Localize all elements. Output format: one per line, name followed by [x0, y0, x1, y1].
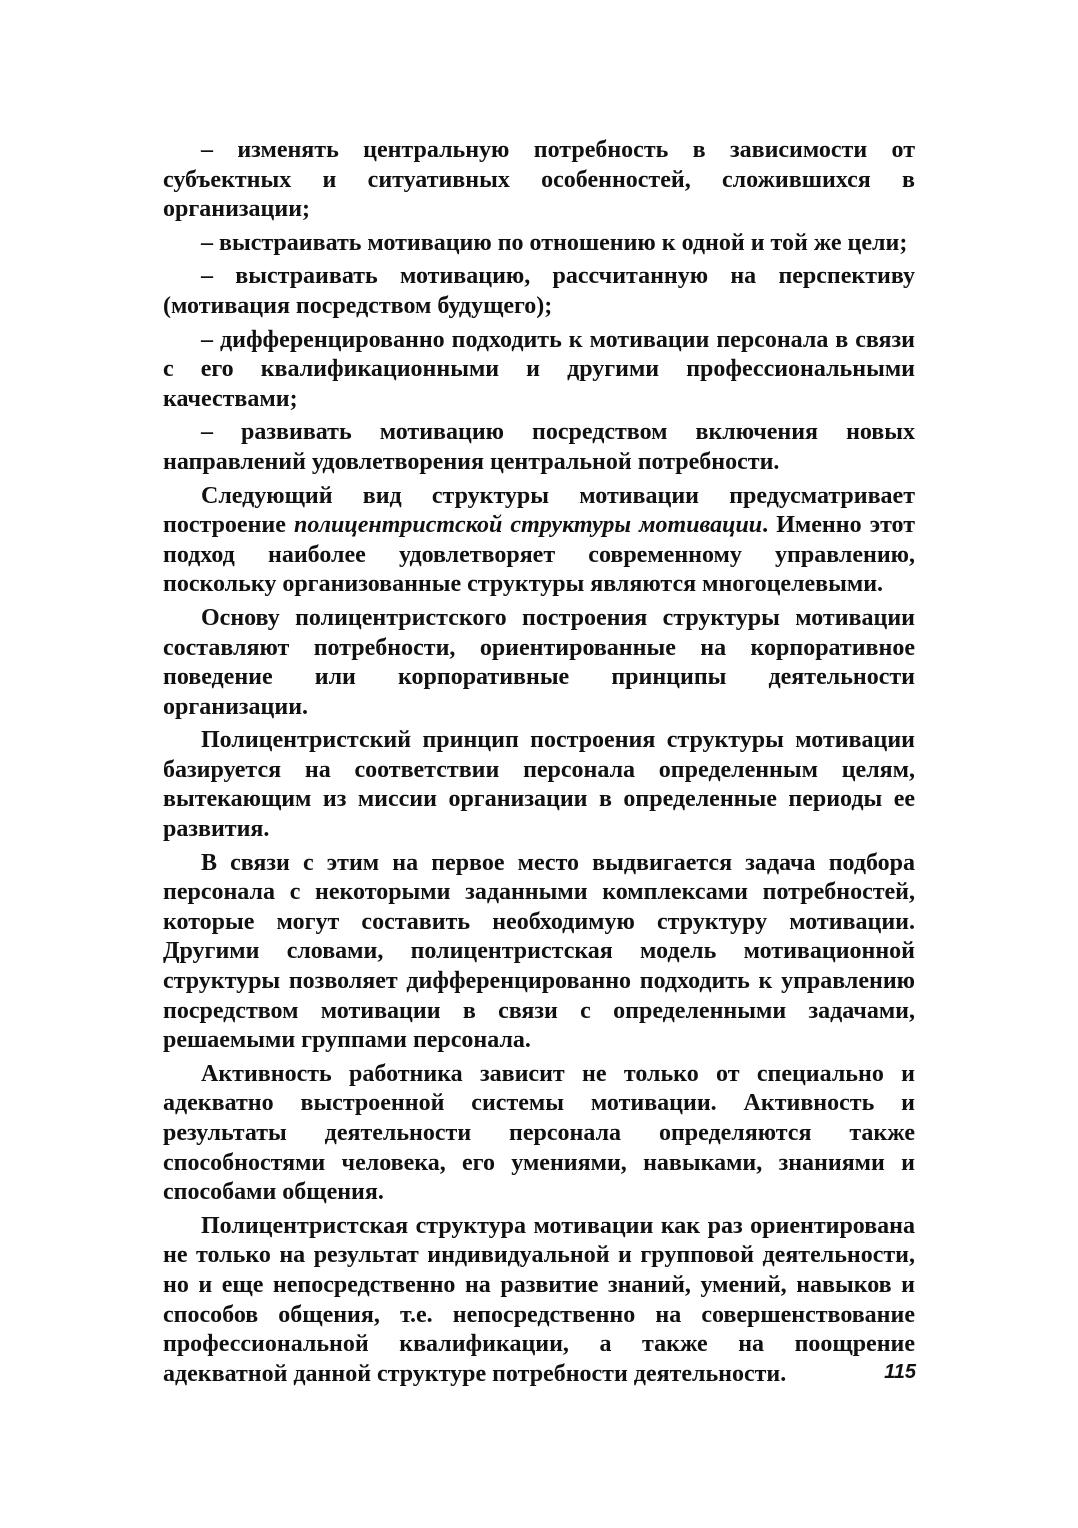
body-text: [163, 136, 915, 1389]
paragraph: Основу полицентристского построения структуры мотивации составляют потребности, ориентированные на корпоративное поведение или корпоративные принципы деятельности организации.: [163, 604, 915, 720]
paragraph-list-item: – развивать мотивацию посредством включения новых направлений удовлетворения центральной потребности.: [163, 419, 915, 475]
paragraph-list-item: – выстраивать мотивацию, рассчитанную на перспективу (мотивация посредством будущего);: [163, 263, 915, 319]
paragraph-list-item: – изменять центральную потребность в зависимости от субъектных и ситуативных особенностей, сложившихся в организации;: [163, 137, 915, 223]
paragraph: Полицентристский принцип построения структуры мотивации базируется на соответствии персонала определенным целям, вытекающим из миссии организации в определенные периоды ее развития.: [163, 727, 915, 843]
paragraph: В связи с этим на первое место выдвигается задача подбора персонала с некоторыми заданными комплексами потребностей, которые могут составить необходимую структуру мотивации. Другими словами, полицентристская модель мотивационной структуры позволяет дифференцированно подходить к управлению посредством мотивации в связи с определенными задачами, решаемыми группами персонала.: [163, 849, 915, 1054]
paragraph: Полицентристская структура мотивации как раз ориентирована не только на результат индивидуальной и групповой деятельности, но и еще непосредственно на развитие знаний, умений, навыков и способов общения, т.е. непосредственно на совершенствование профессиональной квалификации, а также на поощрение адекватной данной структуре потребности деятельности.: [163, 1212, 915, 1387]
paragraph-text: . Именно этот подход наиболее удовлетворяет современному управлению, поскольку организованные структуры являются многоцелевыми.: [163, 512, 916, 598]
paragraph: Активность работника зависит не только от специально и адекватно выстроенной системы мотивации. Активность и результаты деятельности персонала определяются также способностями человека, его умениями, навыками, знаниями и способами общения.: [163, 1060, 915, 1206]
paragraph-list-item: – дифференцированно подходить к мотивации персонала в связи с его квалификационными и другими профессиональными качествами;: [163, 326, 915, 412]
italic-term: полицентристской структуры мотивации: [293, 512, 763, 539]
page-number: 115: [884, 1361, 916, 1383]
paragraph: [163, 482, 915, 600]
paragraph-list-item: – выстраивать мотивацию по отношению к одной и той же цели;: [201, 229, 908, 256]
paragraph-text: Следующий вид структуры мотивации предусматривает построение: [163, 482, 915, 539]
